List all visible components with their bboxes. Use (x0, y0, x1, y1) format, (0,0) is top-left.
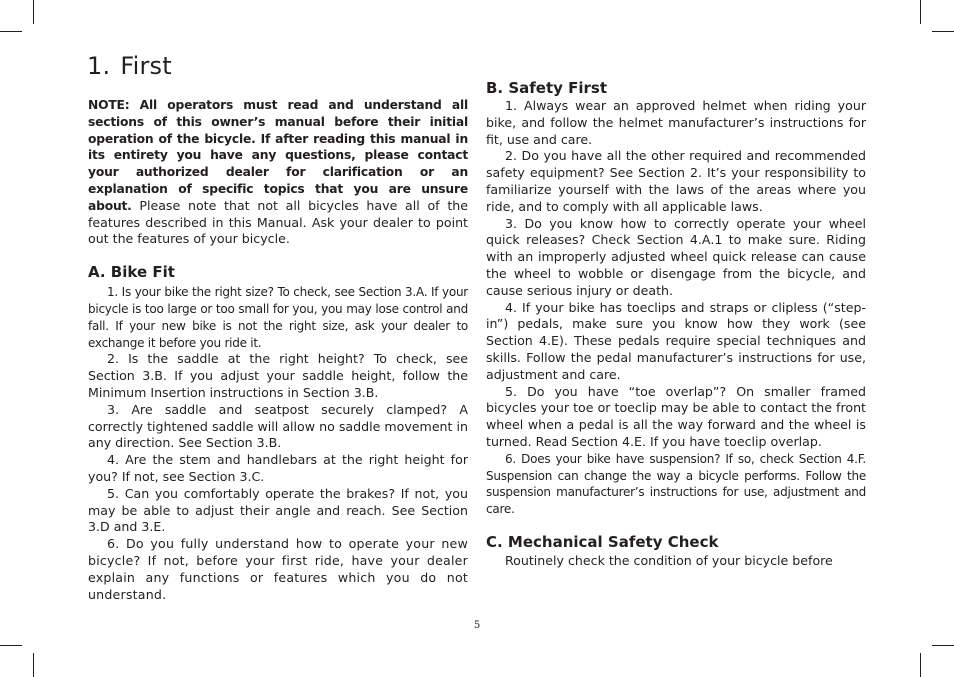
chapter-number: 1. (87, 52, 111, 80)
section-title-bike-fit: A. Bike Fit (88, 263, 175, 282)
safety-item: 3. Do you know how to correctly operate your wheel quick releases? Check Section 4.A.1 to make sure. Riding with an improperly adjusted wheel quick release can cause the wheel to wobble or disengage from the bicycle, and cause serious injury or death. (486, 215, 866, 298)
crop-mark (33, 0, 34, 24)
note-text: Please note that not all bicycles have all of the features described in this Manual. Ask your dealer to point out the features of your bicycle. (88, 197, 468, 247)
crop-mark (0, 31, 22, 32)
crop-mark (932, 31, 954, 32)
crop-mark (0, 645, 22, 646)
safety-item: 4. If your bike has toeclips and straps or clipless (“step-in”) pedals, make sure you know how they work (see Section 4.E). These pedals require special techniques and skills. Follow the pedal manufacturer’s instructions for use, adjustment and care. (486, 299, 866, 382)
safety-item: 6. Does your bike have suspension? If so, check Section 4.F. Suspension can change the way a bicycle performs. Follow the suspension manufacturer’s instructions for use, adjustment and care. (486, 451, 866, 517)
safety-item: 5. Do you have “toe overlap”? On smaller framed bicycles your toe or toeclip may be able to contact the front wheel when a pedal is all the way forward and the wheel is turned. Read Section 4.E. If you have toeclip overlap. (486, 383, 866, 449)
chapter-title: First (120, 52, 172, 80)
crop-mark (33, 653, 34, 677)
bike-fit-item: 1. Is your bike the right size? To check, see Section 3.A. If your bicycle is too large or too small for you, you may lose control and fall. If your new bike is not the right size, ask your dealer to exchange it before you ride it. (88, 285, 468, 350)
bike-fit-item: 3. Are saddle and seatpost securely clamped? A correctly tightened saddle will allow no saddle movement in any direction. See Section 3.B. (88, 401, 468, 451)
crop-mark (932, 645, 954, 646)
bike-fit-item: 2. Is the saddle at the right height? To check, see Section 3.B. If you adjust your saddle height, follow the Minimum Insertion instructions in Section 3.B. (88, 351, 468, 400)
page-title (87, 52, 182, 80)
note-bold-text: NOTE: All operators must read and understand all sections of this owner’s manual before their initial operation of the bicycle. If after reading this manual in its entirety you have any questions, please contact your authorized dealer for clarification or an explanation of specific topics that you are unsure about. (88, 98, 468, 213)
mechanical-text: Routinely check the condition of your bicycle before (505, 552, 833, 568)
crop-mark (920, 653, 921, 677)
bike-fit-item: 6. Do you fully understand how to operate your new bicycle? If not, before your first ride, have your dealer explain any functions or features which you do not understand. (88, 536, 468, 602)
page-number: 5 (473, 620, 481, 631)
right-column (486, 78, 866, 570)
bike-fit-item: 5. Can you comfortably operate the brakes? If not, you may be able to adjust their angle and reach. See Section 3.D and 3.E. (88, 485, 468, 535)
section-title-mechanical: C. Mechanical Safety Check (486, 532, 719, 551)
section-title-safety-first: B. Safety First (486, 79, 608, 97)
left-column (88, 97, 468, 603)
note-paragraph (88, 97, 468, 248)
safety-item: 2. Do you have all the other required and recommended safety equipment? See Section 2. It’s your responsibility to familiarize yourself with the laws of the areas where you ride, and to comply with all applicable laws. (486, 148, 866, 214)
crop-mark (920, 0, 921, 24)
safety-item: 1. Always wear an approved helmet when riding your bike, and follow the helmet manufacturer’s instructions for fit, use and care. (486, 98, 866, 147)
bike-fit-item: 4. Are the stem and handlebars at the right height for you? If not, see Section 3.C. (88, 452, 468, 484)
